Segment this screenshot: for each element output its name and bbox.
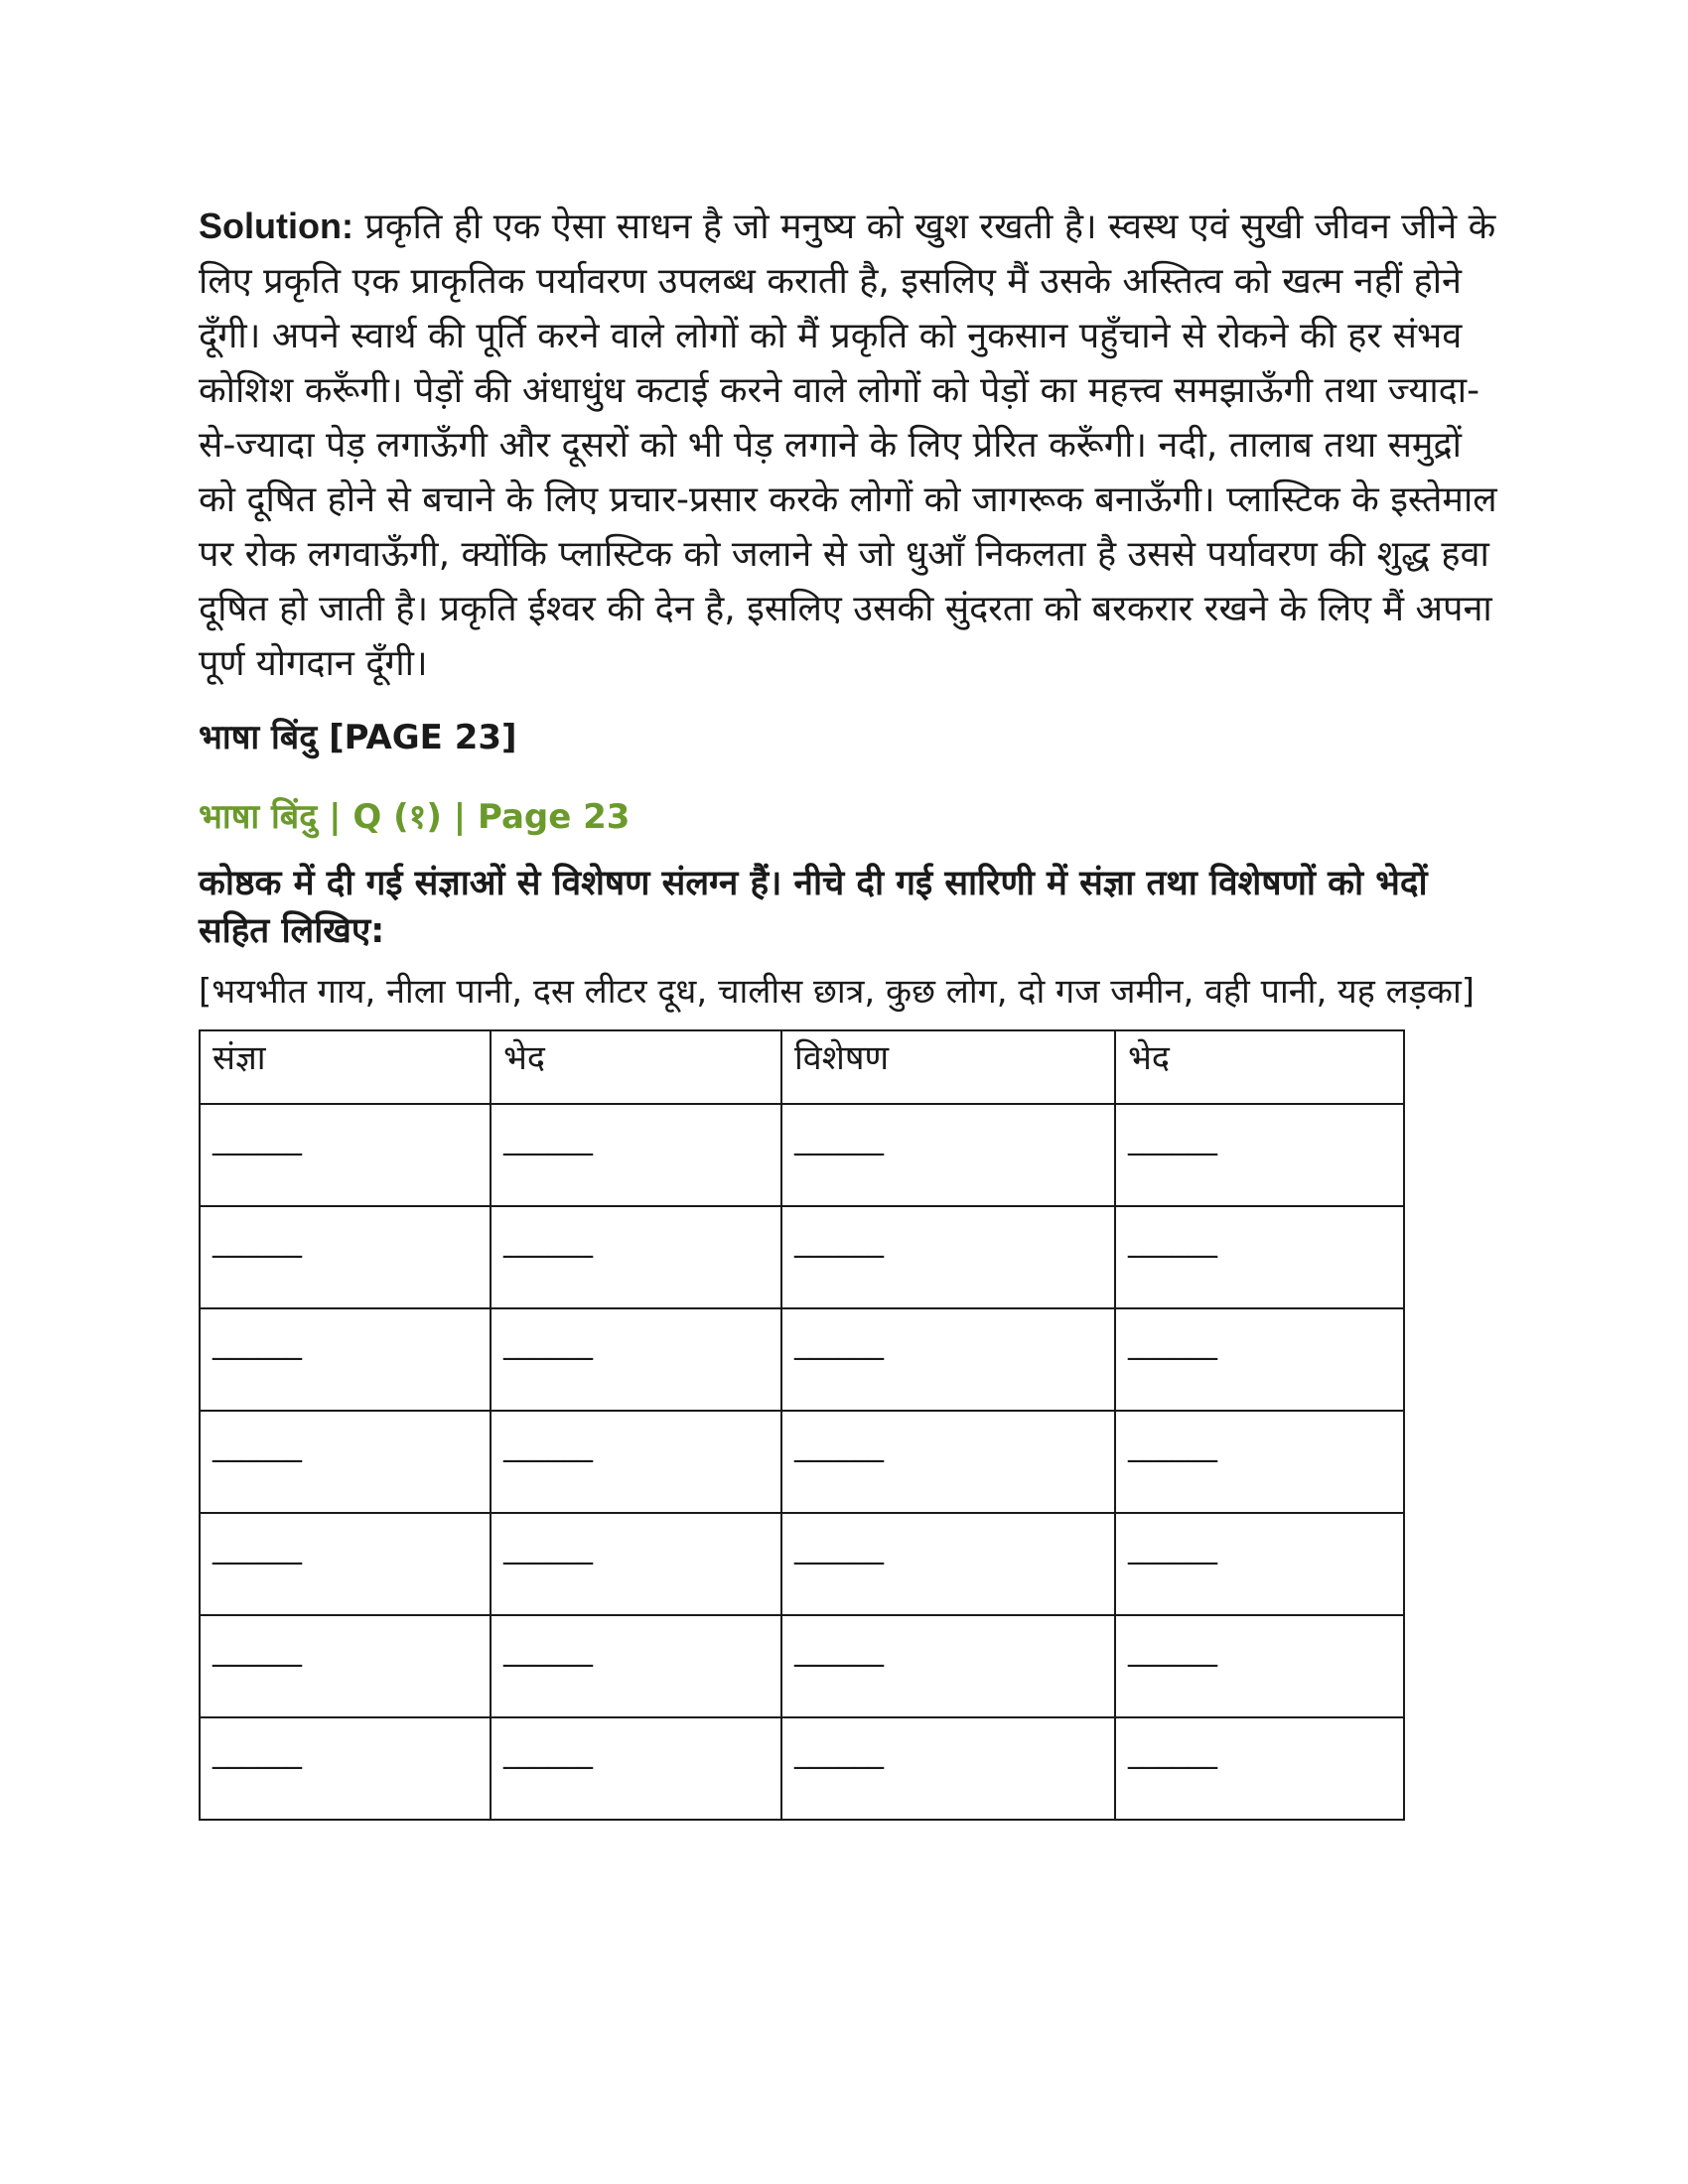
blank-cell: ______ — [781, 1513, 1115, 1615]
answer-table — [199, 1029, 1405, 1821]
blank-cell: ______ — [1115, 1411, 1404, 1513]
blank-cell: ______ — [200, 1513, 491, 1615]
blank-cell: ______ — [1115, 1308, 1404, 1411]
header-visheshan: विशेषण — [781, 1030, 1115, 1104]
solution-text: प्रकृति ही एक ऐसा साधन है जो मनुष्य को खुश रखती है। स्वस्थ एवं सुखी जीवन जीने के लिए प्रकृति एक प्राकृतिक पर्यावरण उपलब्ध कराती है, इसलिए मैं उसके अस्तित्व को खत्म नहीं होने दूँगी। अपने स्वार्थ की पूर्ति करने वाले लोगों को मैं प्रकृति को नुकसान पहुँचाने से रोकने की हर संभव कोशिश करूँगी। पेड़ों की अंधाधुंध कटाई करने वाले लोगों को पेड़ों का महत्त्व समझाऊँगी तथा ज्यादा-से-ज्यादा पेड़ लगाऊँगी और दूसरों को भी पेड़ लगाने के लिए प्रेरित करूँगी। नदी, तालाब तथा समुद्रों को दूषित होने से बचाने के लिए प्रचार-प्रसार करके लोगों को जागरूक बनाऊँगी। प्लास्टिक के इस्तेमाल पर रोक लगवाऊँगी, क्योंकि प्लास्टिक को जलाने से जो धुआँ निकलता है उससे पर्यावरण की शुद्ध हवा दूषित हो जाती है। प्रकृति ईश्वर की देन है, इसलिए उसकी सुंदरता को बरकरार रखने के लिए मैं अपना पूर्ण योगदान दूँगी। — [199, 206, 1497, 684]
blank-cell: ______ — [200, 1615, 491, 1717]
question-text: कोष्ठक में दी गई संज्ञाओं से विशेषण संलग्न हैं। नीचे दी गई सारिणी में संज्ञा तथा विशेषणों को भेदों सहित लिखिए: — [199, 864, 1428, 951]
blank-cell: ______ — [781, 1104, 1115, 1206]
blank-cell: ______ — [200, 1717, 491, 1820]
header-sangya: संज्ञा — [200, 1030, 491, 1104]
blank-cell: ______ — [491, 1104, 781, 1206]
blank-cell: ______ — [491, 1615, 781, 1717]
header-bhed-2: भेद — [1115, 1030, 1404, 1104]
section-heading: भाषा बिंदु [PAGE 23] — [199, 718, 517, 757]
table-row — [200, 1615, 1404, 1717]
blank-cell: ______ — [1115, 1513, 1404, 1615]
table-row — [200, 1411, 1404, 1513]
table-header-row — [200, 1030, 1404, 1104]
table-row — [200, 1206, 1404, 1308]
header-bhed: भेद — [491, 1030, 781, 1104]
blank-cell: ______ — [1115, 1717, 1404, 1820]
blank-cell: ______ — [491, 1513, 781, 1615]
blank-cell: ______ — [781, 1206, 1115, 1308]
table-row — [200, 1104, 1404, 1206]
blank-cell: ______ — [1115, 1206, 1404, 1308]
blank-cell: ______ — [781, 1411, 1115, 1513]
word-list: [भयभीत गाय, नीला पानी, दस लीटर दूध, चालीस छात्र, कुछ लोग, दो गज जमीन, वही पानी, यह लड़का] — [199, 972, 1476, 1012]
blank-cell: ______ — [1115, 1615, 1404, 1717]
document-page — [199, 199, 1499, 1821]
question-heading: भाषा बिंदु | Q (१) | Page 23 — [199, 797, 631, 837]
blank-cell: ______ — [200, 1411, 491, 1513]
table-row — [200, 1717, 1404, 1820]
blank-cell: ______ — [491, 1206, 781, 1308]
solution-label: Solution: — [199, 205, 353, 246]
blank-cell: ______ — [781, 1308, 1115, 1411]
blank-cell: ______ — [1115, 1104, 1404, 1206]
blank-cell: ______ — [781, 1717, 1115, 1820]
table-row — [200, 1308, 1404, 1411]
blank-cell: ______ — [781, 1615, 1115, 1717]
blank-cell: ______ — [200, 1206, 491, 1308]
blank-cell: ______ — [491, 1308, 781, 1411]
blank-cell: ______ — [491, 1411, 781, 1513]
blank-cell: ______ — [200, 1104, 491, 1206]
blank-cell: ______ — [491, 1717, 781, 1820]
solution-paragraph — [199, 199, 1499, 691]
table-row — [200, 1513, 1404, 1615]
blank-cell: ______ — [200, 1308, 491, 1411]
